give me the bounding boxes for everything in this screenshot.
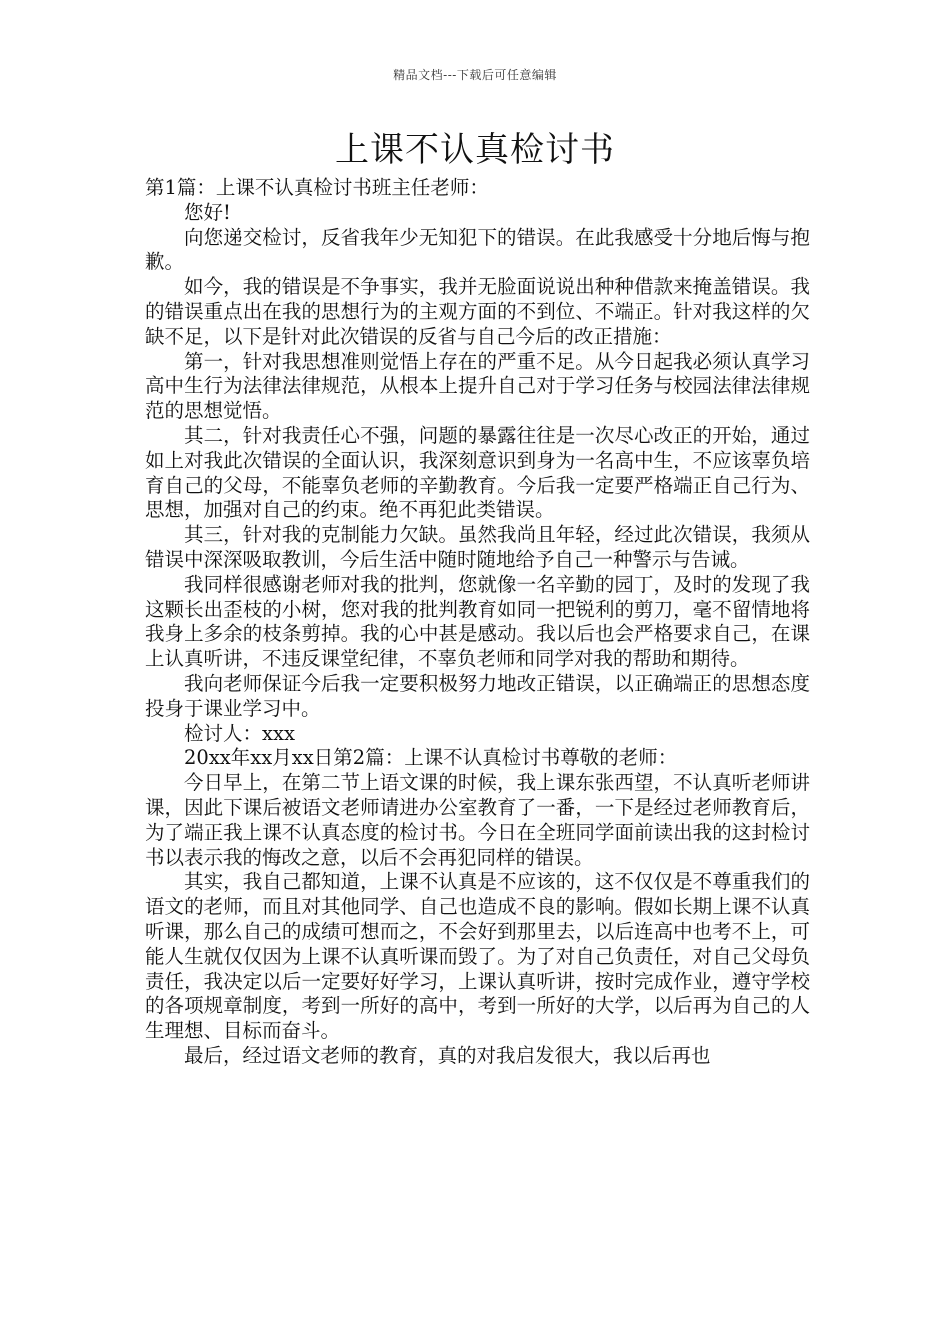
body-paragraph: 我向老师保证今后我一定要积极努力地改正错误，以正确端正的思想态度投身于课业学习中。 xyxy=(145,671,810,720)
body-paragraph: 其实，我自己都知道，上课不认真是不应该的，这不仅仅是不尊重我们的语文的老师，而且对其他同学、自己也造成不良的影响。假如长期上课不认真听课，那么自己的成绩可想而之，不会好到那里去，以后连高中也考不上，可能人生就仅仅因为上课不认真听课而毁了。为了对自己负责任，对自己父母负责任，我决定以后一定要好好学习，上课认真听讲，按时完成作业，遵守学校的各项规章制度，考到一所好的高中，考到一所好的大学，以后再为自己的人生理想、目标而奋斗。 xyxy=(145,870,810,1043)
document-title: 上课不认真检讨书 xyxy=(335,130,615,170)
body-paragraph: 最后，经过语文老师的教育，真的对我启发很大，我以后再也 xyxy=(184,1043,711,1067)
body-paragraph: 我同样很感谢老师对我的批判，您就像一名辛勤的园丁，及时的发现了我这颗长出歪枝的小树，您对我的批判教育如同一把锐利的剪刀，毫不留情地将我身上多余的枝条剪掉。我的心中甚是感动。我以后也会严格要求自己，在课上认真听讲，不违反课堂纪律，不辜负老师和同学对我的帮助和期待。 xyxy=(145,572,810,671)
document-body xyxy=(145,176,810,1069)
section-heading-1: 第1篇：上课不认真检讨书班主任老师： xyxy=(145,176,489,199)
date-and-section-heading-2: 20xx年xx月xx日第2篇：上课不认真检讨书尊敬的老师： xyxy=(184,746,678,770)
body-paragraph: 第一，针对我思想准则觉悟上存在的严重不足。从今日起我必须认真学习高中生行为法律法律规范，从根本上提升自己对于学习任务与校园法律法律规范的思想觉悟。 xyxy=(145,349,810,423)
signature-line: 检讨人：xxx xyxy=(184,721,295,745)
body-paragraph: 其三，针对我的克制能力欠缺。虽然我尚且年轻，经过此次错误，我须从错误中深深吸取教训，今后生活中随时随地给予自己一种警示与告诫。 xyxy=(145,523,810,571)
body-paragraph: 今日早上，在第二节上语文课的时候，我上课东张西望，不认真听老师讲课，因此下课后被语文老师请进办公室教育了一番，一下是经过老师教育后，为了端正我上课不认真态度的检讨书。今日在全班同学面前读出我的这封检讨书以表示我的悔改之意，以后不会再犯同样的错误。 xyxy=(145,771,810,869)
body-paragraph: 其二，针对我责任心不强，问题的暴露往往是一次尽心改正的开始，通过如上对我此次错误的全面认识，我深刻意识到身为一名高中生，不应该辜负培育自己的父母，不能辜负老师的辛勤教育。今后我一定要严格端正自己行为、思想，加强对自己的约束。绝不再犯此类错误。 xyxy=(145,423,810,522)
body-paragraph: 向您递交检讨，反省我年少无知犯下的错误。在此我感受十分地后悔与抱歉。 xyxy=(145,225,810,274)
salutation: 您好! xyxy=(184,200,231,224)
body-paragraph: 如今，我的错误是不争事实，我并无脸面说说出种种借款来掩盖错误。我的错误重点出在我的思想行为的主观方面的不到位、不端正。针对我这样的欠缺不足，以下是针对此次错误的反省与自己今后的改正措施： xyxy=(145,275,810,348)
header-note: 精品文档---下载后可任意编辑 xyxy=(393,68,557,82)
